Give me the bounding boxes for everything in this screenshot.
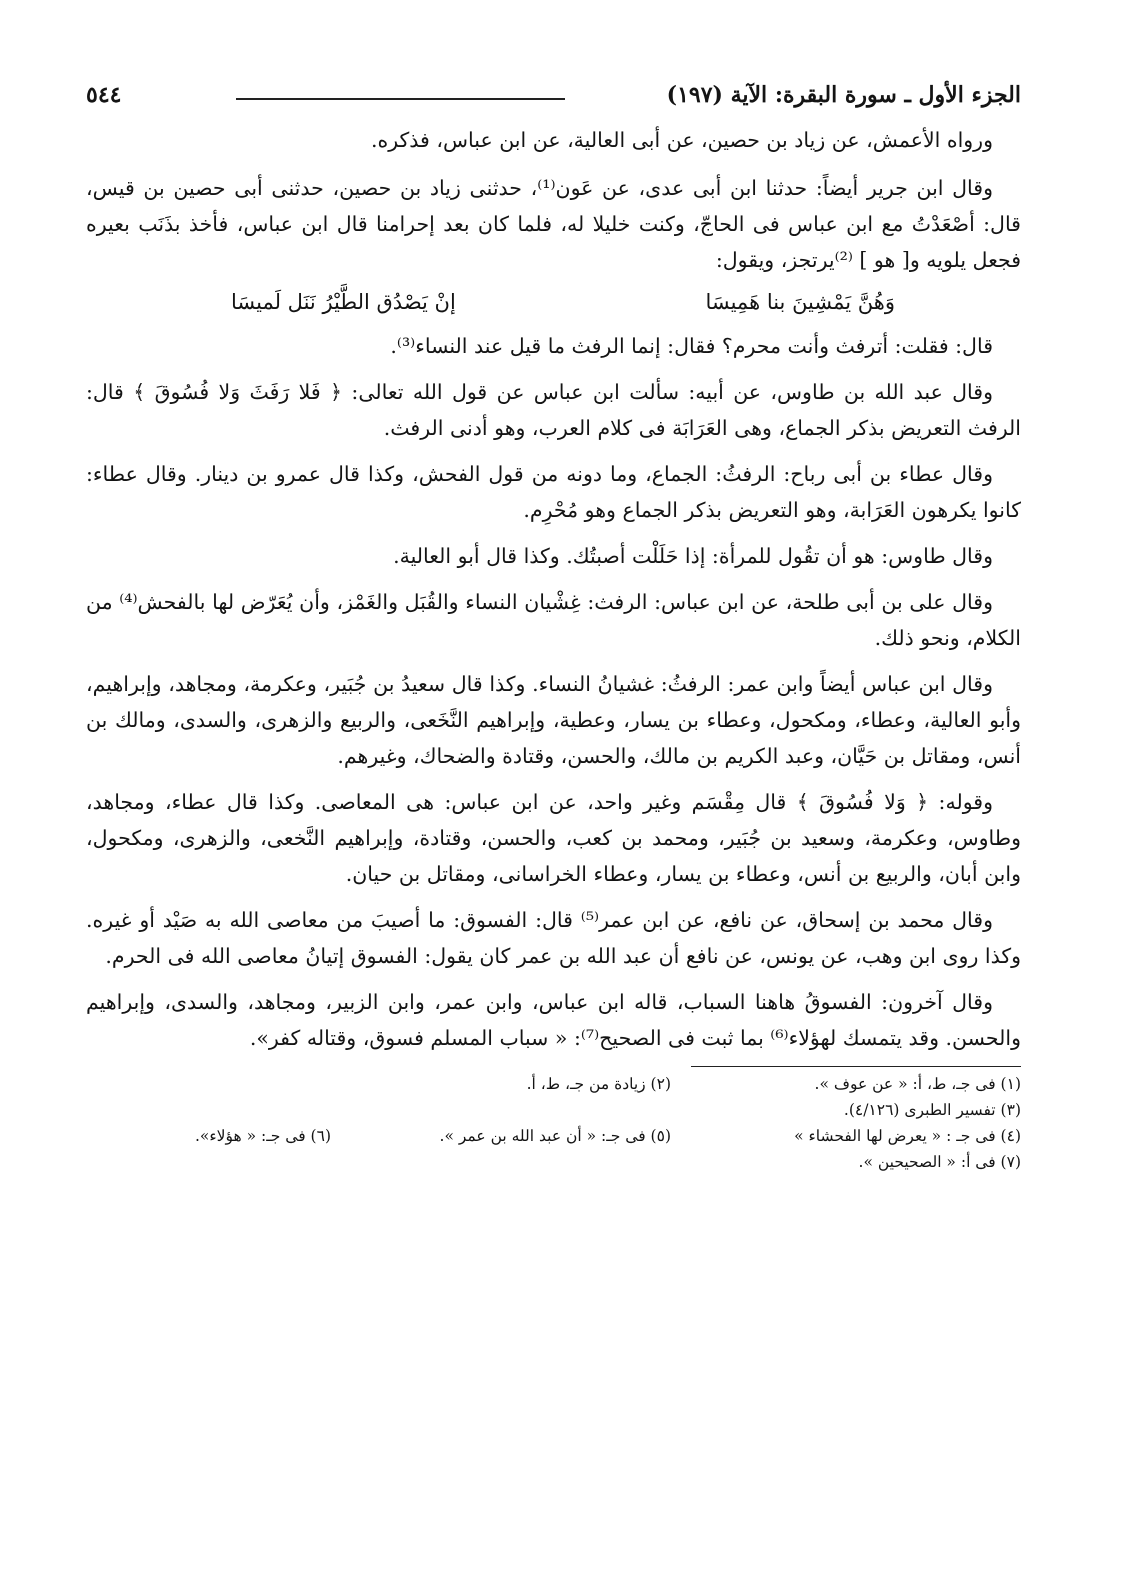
paragraph: وقوله: ﴿ وَلا فُسُوقَ ﴾ قال مِقْسَم وغير واحد، عن ابن عباس: هى المعاصى. وكذا قال عطاء، ومجاهد، وطاوس، وعكرمة، وسعيد بن جُبَير، ومحمد بن كعب، والحسن، وقتادة، وإبراهيم النَّخعى، والزهرى، ومكحول، وابن أبان، والربيع بن أنس، وعطاء بن يسار، وعطاء الخراسانى، ومقاتل بن حيان. [86, 790, 1021, 886]
verse-second-hemistich: إنْ يَصْدُق الطَّيْرُ نَنَل لَميسَا [231, 290, 456, 314]
paragraph: قال: فقلت: أترفث وأنت محرم؟ فقال: إنما الرفث ما قيل عند النساء⁽³⁾. [390, 334, 993, 358]
footnote-row [86, 1149, 1021, 1175]
paragraph: ورواه الأعمش، عن زياد بن حصين، عن أبى العالية، عن ابن عباس، فذكره. [370, 128, 993, 152]
footnote: (٢) زيادة من جـ، ط، أ. [526, 1075, 671, 1093]
paragraph: وقال آخرون: الفسوقُ هاهنا السباب، قاله ابن عباس، وابن عمر، وابن الزبير، ومجاهد، والسدى، وإبراهيم والحسن. وقد يتمسك لهؤلاء⁽⁶⁾ بما ثبت فى الصحيح⁽⁷⁾: « سباب المسلم فسوق، وقتاله كفر». [86, 990, 1021, 1050]
footnote-row [86, 1097, 1021, 1123]
page-header [86, 70, 1021, 122]
page-number: ٥٤٤ [86, 82, 122, 108]
paragraph: وقال محمد بن إسحاق، عن نافع، عن ابن عمر⁽⁵⁾ قال: الفسوق: ما أصيبَ من معاصى الله به صَيْد أو غيره. وكذا روى ابن وهب، عن يونس، عن نافع أن عبد الله بن عمر كان يقول: الفسوق إتيانُ معاصى الله فى الحرم. [86, 908, 1021, 968]
footnote-row [86, 1067, 1021, 1097]
footnote-row [86, 1123, 1021, 1149]
footnote: (٥) فى جـ: « أن عبد الله بن عمر ». [439, 1127, 671, 1145]
header-rule [236, 98, 565, 100]
verse-first-hemistich: وَهُنَّ يَمْشِينَ بنا هَمِيسَا [705, 290, 895, 314]
footnote: (١) فى جـ، ط، أ: « عن عوف ». [814, 1075, 1021, 1093]
footnote: (٧) فى أ: « الصحيحين ». [858, 1153, 1021, 1171]
poetry-verse [86, 282, 1021, 322]
footnote: (٣) تفسير الطبرى (٤/١٢٦). [843, 1101, 1021, 1119]
paragraph: وقال طاوس: هو أن تقُول للمرأة: إذا حَلَلْت أصبتُك. وكذا قال أبو العالية. [393, 544, 993, 568]
paragraph: وقال عبد الله بن طاوس، عن أبيه: سألت ابن عباس عن قول الله تعالى: ﴿ فَلا رَفَثَ وَلا فُسُوقَ ﴾ قال: الرفث التعريض بذكر الجماع، وهى العَرَابَة فى كلام العرب، وهو أدنى الرفث. [86, 380, 1021, 440]
running-title: الجزء الأول ـ سورة البقرة: الآية (١٩٧) [666, 82, 1021, 108]
paragraph: وقال عطاء بن أبى رباح: الرفثُ: الجماع، وما دونه من قول الفحش، وكذا قال عمرو بن دينار. وقال عطاء: كانوا يكرهون العَرَابة، وهو التعريض بذكر الجماع وهو مُحْرِم. [86, 462, 1021, 522]
book-page [86, 70, 1021, 1175]
footnote: (٤) فى جـ : « يعرض لها الفحشاء » [794, 1127, 1021, 1145]
paragraph: وقال على بن أبى طلحة، عن ابن عباس: الرفث: غِشْيان النساء والقُبَل والغَمْز، وأن يُعَرّض لها بالفحش⁽⁴⁾ من الكلام، ونحو ذلك. [86, 590, 1021, 650]
paragraph: وقال ابن عباس أيضاً وابن عمر: الرفثُ: غشيانُ النساء. وكذا قال سعيدُ بن جُبَير، وعكرمة، ومجاهد، وإبراهيم، وأبو العالية، وعطاء، ومكحول، وعطاء بن يسار، وعطية، وإبراهيم النَّخَعى، والربيع والزهرى، والسدى، ومالك بن أنس، ومقاتل بن حَيَّان، وعبد الكريم بن مالك، والحسن، وقتادة والضحاك، وغيرهم. [86, 672, 1021, 768]
main-text [86, 122, 1021, 1056]
footnotes [86, 1067, 1021, 1175]
footnote: (٦) فى جـ: « هؤلاء». [194, 1127, 331, 1145]
paragraph: وقال ابن جرير أيضاً: حدثنا ابن أبى عدى، عن عَون⁽¹⁾، حدثنى زياد بن حصين، حدثنى أبى حصين بن قيس، قال: أصْعَدْتُ مع ابن عباس فى الحاجّ، وكنت خليلا له، فلما كان بعد إحرامنا قال ابن عباس، فأخذ بذَنَب بعيره فجعل يلويه و[ هو ] ⁽²⁾يرتجز، ويقول: [86, 176, 1021, 272]
